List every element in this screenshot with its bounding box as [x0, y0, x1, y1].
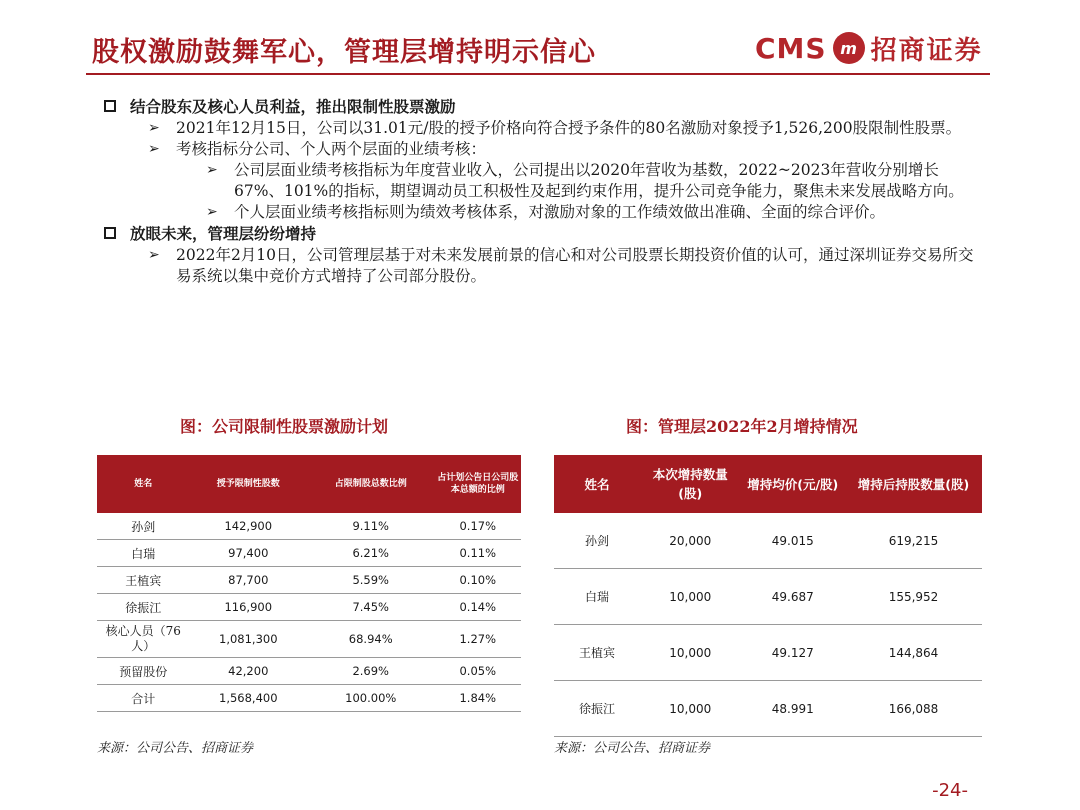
table-row: 孙剑 142,900 9.11% 0.17%: [97, 513, 521, 540]
col-header-name: 姓名: [97, 455, 190, 513]
figure-1-title: 图：公司限制性股票激励计划: [180, 417, 389, 436]
square-bullet-icon: [104, 227, 116, 239]
section-heading-2: 放眼未来，管理层纷纷增持: [104, 223, 984, 244]
figure-2-source: 来源：公司公告、招商证券: [554, 741, 711, 756]
arrow-bullet-icon: ➢: [148, 141, 160, 157]
arrow-bullet-icon: ➢: [206, 162, 218, 178]
col-header-increase-qty: 本次增持数量(股): [640, 455, 741, 513]
table-row: 白瑞 97,400 6.21% 0.11%: [97, 540, 521, 567]
bullet-individual-level: ➢ 个人层面业绩考核指标则为绩效考核体系，对激励对象的工作绩效做出准确、全面的综合评价。: [206, 203, 886, 221]
col-header-holdings-after: 增持后持股数量(股): [845, 455, 982, 513]
management-increase-table: [554, 455, 982, 737]
table-row: 王植宾 10,000 49.127 144,864: [554, 625, 982, 681]
bullet-assessment: ➢ 考核指标分公司、个人两个层面的业绩考核：: [148, 140, 487, 158]
page-title: 股权激励鼓舞军心，管理层增持明示信心: [92, 37, 596, 68]
table-row: 核心人员（76人） 1,081,300 68.94% 1.27%: [97, 621, 521, 658]
logo-cms-text: CMS: [755, 31, 827, 65]
table-row: 孙剑 20,000 49.015 619,215: [554, 513, 982, 569]
body-text: [104, 96, 984, 287]
logo-cn-text: 招商证券: [870, 35, 983, 66]
col-header-pct-capital: 占计划公告日公司股本总额的比例: [435, 455, 521, 513]
table-row: 白瑞 10,000 49.687 155,952: [554, 569, 982, 625]
figure-2-title: 图：管理层2022年2月增持情况: [626, 417, 858, 436]
bullet-management-increase: ➢ 2022年2月10日，公司管理层基于对未来发展前景的信心和对公司股票长期投资价值的认可，通过深圳证券交易所交易系统以集中竞价方式增持了公司部分股份。: [148, 246, 974, 285]
col-header-avg-price: 增持均价(元/股): [741, 455, 845, 513]
title-divider: [86, 73, 990, 75]
company-logo: [755, 28, 983, 68]
arrow-bullet-icon: ➢: [148, 247, 160, 263]
table-row: 预留股份 42,200 2.69% 0.05%: [97, 658, 521, 685]
col-header-pct-total: 占限制股总数比例: [307, 455, 435, 513]
arrow-bullet-icon: ➢: [148, 120, 160, 136]
bullet-grant: ➢ 2021年12月15日，公司以31.01元/股的授予价格向符合授予条件的80名激励对象授予1,526,200股限制性股票。: [148, 119, 962, 137]
table-header-row: [97, 455, 521, 513]
figure-1-source: 来源：公司公告、招商证券: [97, 741, 254, 756]
table-row: 王植宾 87,700 5.59% 0.10%: [97, 567, 521, 594]
section-heading-1: 结合股东及核心人员利益，推出限制性股票激励: [104, 96, 984, 117]
bullet-company-level: ➢ 公司层面业绩考核指标为年度营业收入，公司提出以2020年营收为基数，2022~2023年营收分别增长67%、101%的指标，期望调动员工积极性及起到约束作用，提升公司竞争能力，聚焦未来发展战略方向。: [206, 161, 964, 200]
table-row-total: 合计 1,568,400 100.00% 1.84%: [97, 685, 521, 712]
table-row: 徐振江 116,900 7.45% 0.14%: [97, 594, 521, 621]
table-header-row: [554, 455, 982, 513]
incentive-plan-table: [97, 455, 521, 712]
page-number: -24-: [932, 780, 968, 801]
square-bullet-icon: [104, 100, 116, 112]
col-header-name: 姓名: [554, 455, 640, 513]
arrow-bullet-icon: ➢: [206, 204, 218, 220]
logo-mark-icon: m: [833, 32, 865, 64]
col-header-shares: 授予限制性股数: [190, 455, 307, 513]
table-row: 徐振江 10,000 48.991 166,088: [554, 681, 982, 737]
